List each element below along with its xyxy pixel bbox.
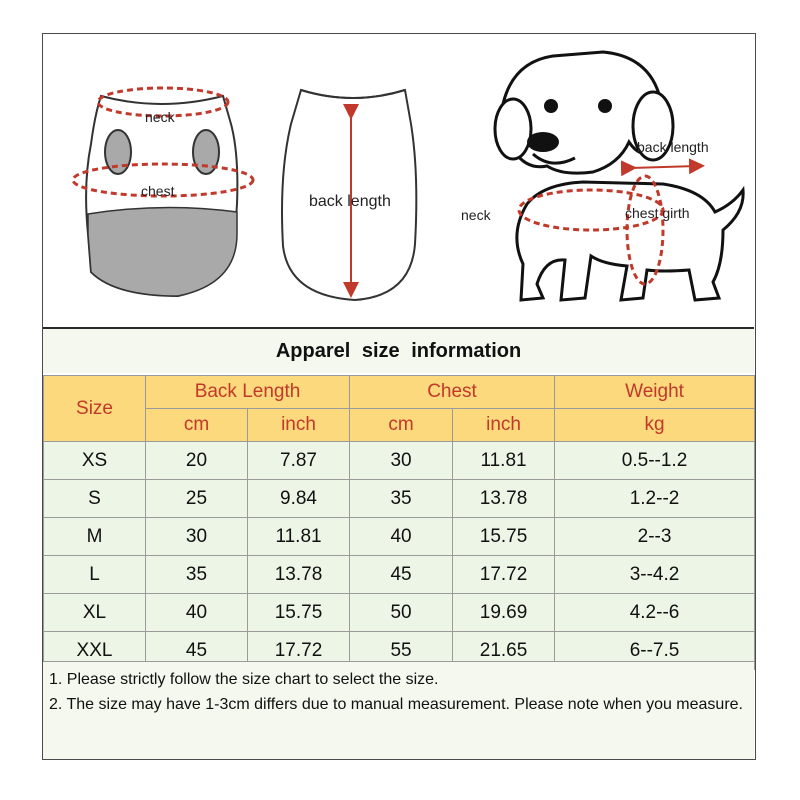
cell-size: L [44,556,146,594]
header-chest: Chest [350,376,555,409]
cell-size: XL [44,594,146,632]
cell-back-cm: 40 [146,594,248,632]
unit-inch-back: inch [248,409,350,442]
size-chart-frame [42,33,756,760]
cell-back-cm: 25 [146,480,248,518]
table-row [44,480,755,518]
cell-chest-inch: 15.75 [453,518,555,556]
size-table [43,375,755,670]
cell-weight: 4.2--6 [555,594,755,632]
cell-back-inch: 17.72 [248,632,350,670]
notes-section [43,661,754,759]
neck-label-dog: neck [461,207,491,223]
cell-back-inch: 11.81 [248,518,350,556]
header-back-length: Back Length [146,376,350,409]
cell-chest-cm: 45 [350,556,453,594]
cell-size: XS [44,442,146,480]
table-row [44,442,755,480]
cell-chest-inch: 19.69 [453,594,555,632]
header-row-main [44,376,755,409]
cell-chest-cm: 50 [350,594,453,632]
back-length-label-dog: back length [637,139,709,155]
chest-label-left: chest [141,183,175,199]
cell-chest-cm: 55 [350,632,453,670]
unit-inch-chest: inch [453,409,555,442]
unit-cm-back: cm [146,409,248,442]
back-length-label-center: back length [309,193,391,210]
header-row-units [44,409,755,442]
cell-weight: 2--3 [555,518,755,556]
cell-weight: 0.5--1.2 [555,442,755,480]
cell-weight: 1.2--2 [555,480,755,518]
unit-cm-chest: cm [350,409,453,442]
cell-back-cm: 20 [146,442,248,480]
cell-back-inch: 7.87 [248,442,350,480]
dog-back-length-arrow [629,166,697,168]
cell-weight: 3--4.2 [555,556,755,594]
header-weight: Weight [555,376,755,409]
vest-back-diagram [282,90,416,300]
table-row [44,594,755,632]
illustration-svg [43,34,754,324]
vest-front-diagram [73,88,253,296]
neck-label-left: neck [145,109,175,125]
chest-girth-label-dog: chest girth [625,205,690,221]
cell-back-inch: 13.78 [248,556,350,594]
unit-kg: kg [555,409,755,442]
cell-size: XXL [44,632,146,670]
note-line-2: 2. The size may have 1-3cm differs due to manual measurement. Please note when you measure. [49,696,743,713]
cell-chest-inch: 13.78 [453,480,555,518]
cell-back-cm: 45 [146,632,248,670]
cell-back-cm: 35 [146,556,248,594]
table-row [44,556,755,594]
cell-back-inch: 9.84 [248,480,350,518]
vest-belly-panel [88,207,237,296]
cell-size: S [44,480,146,518]
measurement-illustration [43,34,754,324]
cell-chest-cm: 40 [350,518,453,556]
cell-chest-cm: 30 [350,442,453,480]
dog-diagram [461,52,743,300]
cell-weight: 6--7.5 [555,632,755,670]
header-size: Size [44,376,146,442]
cell-back-cm: 30 [146,518,248,556]
cell-size: M [44,518,146,556]
table-row [44,518,755,556]
table-title: Apparel size information [43,327,754,373]
cell-back-inch: 15.75 [248,594,350,632]
cell-chest-inch: 11.81 [453,442,555,480]
cell-chest-cm: 35 [350,480,453,518]
note-line-1: 1. Please strictly follow the size chart to select the size. [49,671,439,688]
cell-chest-inch: 17.72 [453,556,555,594]
cell-chest-inch: 21.65 [453,632,555,670]
